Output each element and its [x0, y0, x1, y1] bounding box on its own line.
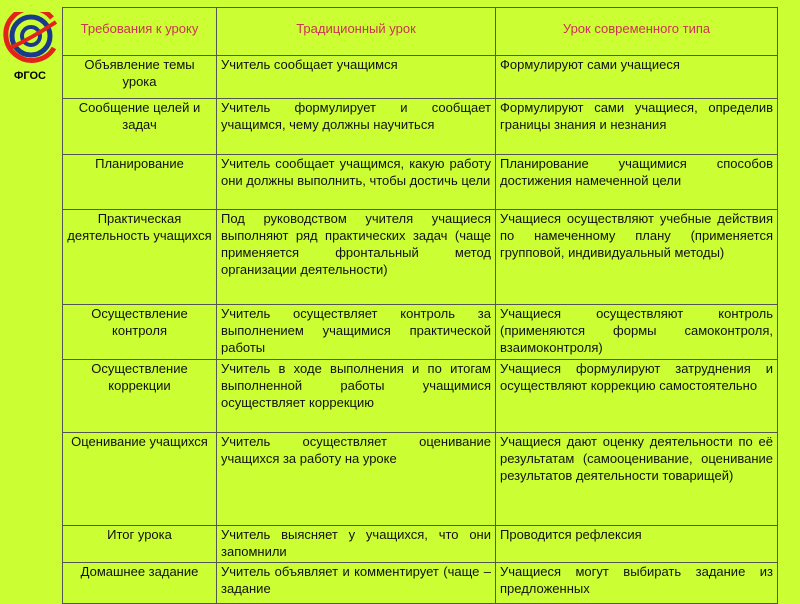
modern-cell: Учащиеся осуществляют контроль (применяются формы самоконтроля, взаимоконтроля)	[496, 305, 778, 360]
requirement-cell: Осуществление контроля	[63, 305, 217, 360]
modern-cell: Учащиеся могут выбирать задание из предложенных	[496, 563, 778, 604]
requirement-cell: Осуществление коррекции	[63, 360, 217, 433]
traditional-cell: Учитель выясняет у учащихся, что они запомнили	[217, 526, 496, 563]
requirement-cell: Практическая деятельность учащихся	[63, 210, 217, 305]
traditional-cell: Учитель объявляет и комментирует (чаще – задание	[217, 563, 496, 604]
traditional-cell: Под руководством учителя учащиеся выполняют ряд практических задач (чаще применяется фронтальный метод организации деятельности)	[217, 210, 496, 305]
requirement-cell: Планирование	[63, 155, 217, 210]
requirement-cell: Объявление темы урока	[63, 56, 217, 99]
lesson-comparison-table	[62, 7, 778, 604]
modern-cell: Учащиеся осуществляют учебные действия по намеченному плану (применяется групповой, индивидуальный методы)	[496, 210, 778, 305]
table-row	[63, 155, 778, 210]
header-requirements: Требования к уроку	[63, 8, 217, 56]
table-row	[63, 305, 778, 360]
traditional-cell: Учитель в ходе выполнения и по итогам выполненной работы учащимися осуществляет коррекцию	[217, 360, 496, 433]
traditional-cell: Учитель формулирует и сообщает учащимся, чему должны научиться	[217, 99, 496, 155]
modern-cell: Проводится рефлексия	[496, 526, 778, 563]
modern-cell: Учащиеся дают оценку деятельности по её результатам (самооценивание, оценивание результатов деятельности товарищей)	[496, 433, 778, 526]
requirement-cell: Итог урока	[63, 526, 217, 563]
fgos-emblem-icon	[2, 4, 60, 70]
logo-caption: ФГОС	[14, 70, 46, 82]
requirement-cell: Оценивание учащихся	[63, 433, 217, 526]
header-traditional: Традиционный урок	[217, 8, 496, 56]
table-row	[63, 210, 778, 305]
traditional-cell: Учитель осуществляет оценивание учащихся за работу на уроке	[217, 433, 496, 526]
header-modern: Урок современного типа	[496, 8, 778, 56]
fgos-logo	[2, 4, 60, 70]
requirement-cell: Сообщение целей и задач	[63, 99, 217, 155]
modern-cell: Планирование учащимися способов достижения намеченной цели	[496, 155, 778, 210]
requirement-cell: Домашнее задание	[63, 563, 217, 604]
traditional-cell: Учитель сообщает учащимся	[217, 56, 496, 99]
modern-cell: Формулируют сами учащиеся, определив границы знания и незнания	[496, 99, 778, 155]
traditional-cell: Учитель осуществляет контроль за выполнением учащимися практической работы	[217, 305, 496, 360]
table-row	[63, 99, 778, 155]
traditional-cell: Учитель сообщает учащимся, какую работу они должны выполнить, чтобы достичь цели	[217, 155, 496, 210]
modern-cell: Учащиеся формулируют затруднения и осуществляют коррекцию самостоятельно	[496, 360, 778, 433]
modern-cell: Формулируют сами учащиеся	[496, 56, 778, 99]
table-row	[63, 563, 778, 604]
table-header-row	[63, 8, 778, 56]
table-row	[63, 433, 778, 526]
table-row	[63, 56, 778, 99]
table-row	[63, 360, 778, 433]
table-row	[63, 526, 778, 563]
